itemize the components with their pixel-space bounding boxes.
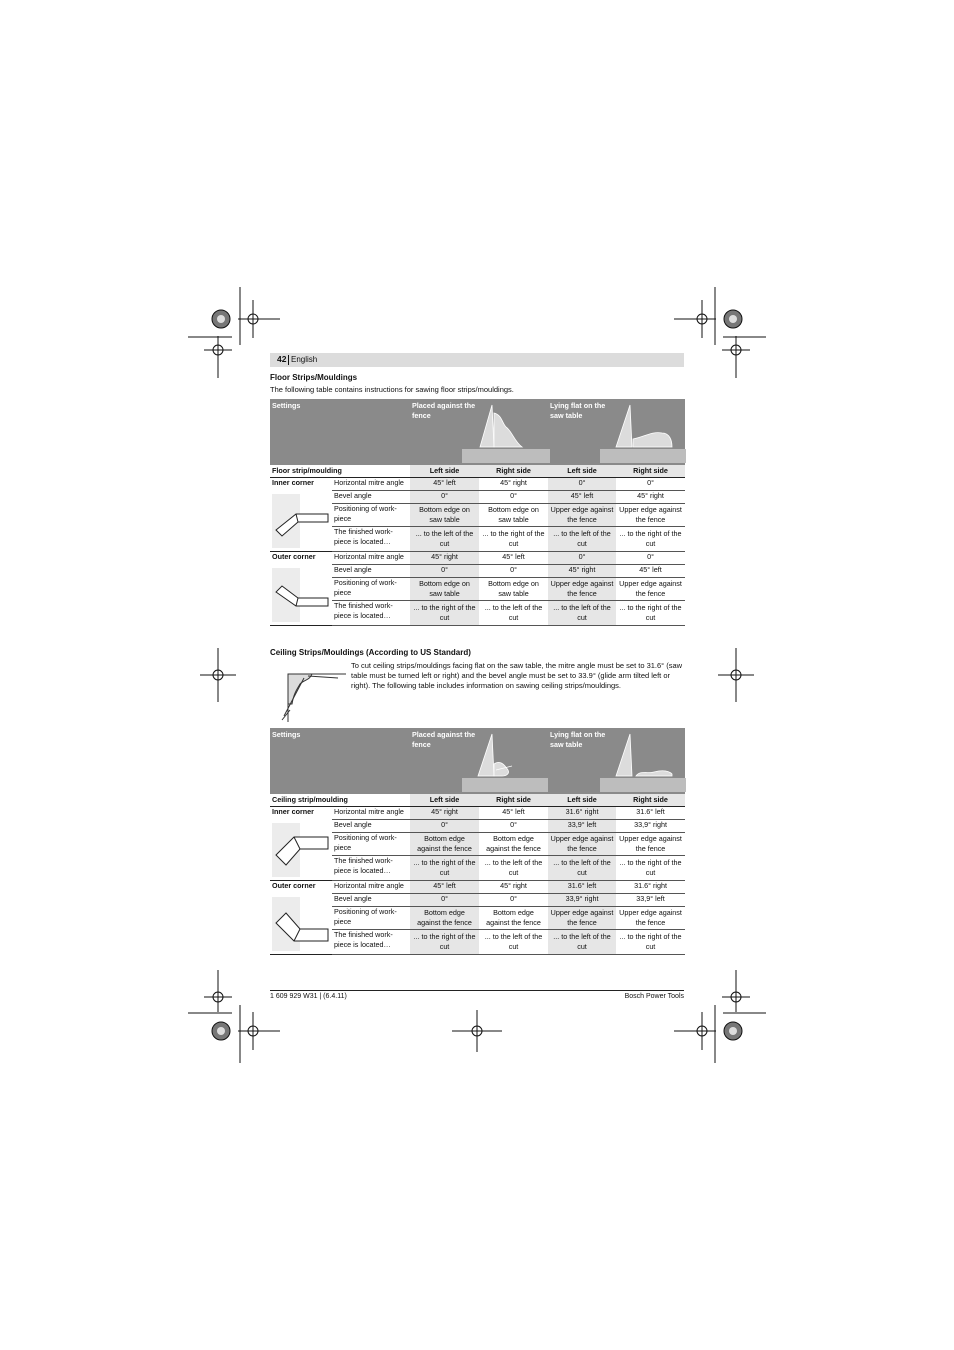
header-divider: [288, 355, 289, 365]
setting-value: Bottom edge against the fence: [479, 907, 548, 930]
setting-value: 45° left: [548, 491, 616, 504]
setting-value: Bottom edge against the fence: [479, 833, 548, 856]
setting-name: The finished work-piece is located…: [332, 601, 410, 626]
setting-value: 45° left: [479, 807, 548, 820]
table-row: [270, 930, 685, 955]
table-row: [270, 820, 685, 833]
setting-value: Upper edge against the fence: [548, 504, 616, 527]
setting-name: Positioning of work-piece: [332, 504, 410, 527]
setting-name: The finished work-piece is located…: [332, 930, 410, 955]
footer-brand: Bosch Power Tools: [624, 993, 684, 1000]
ceiling-col-header: Right side: [479, 794, 548, 807]
ceiling-inner-corner-label: Inner corner: [272, 807, 314, 816]
ceiling-col-header: Left side: [410, 794, 479, 807]
setting-name: Horizontal mitre angle: [332, 478, 410, 491]
ceiling-lying-label: Lying flat on the saw table: [550, 730, 606, 749]
setting-value: Upper edge against the fence: [616, 907, 685, 930]
floor-placed-label: Placed against the fence: [412, 401, 476, 420]
setting-value: ... to the right of the cut: [616, 601, 685, 626]
table-row: [270, 552, 685, 565]
table-row: [270, 527, 685, 552]
setting-name: Bevel angle: [332, 894, 410, 907]
setting-value: ... to the left of the cut: [479, 856, 548, 881]
ceiling-flat-illustration: [600, 730, 690, 792]
setting-name: Bevel angle: [332, 491, 410, 504]
table-row: [270, 881, 685, 894]
setting-value: 45° right: [410, 552, 479, 565]
setting-value: Upper edge against the fence: [616, 833, 685, 856]
footer-document-id: 1 609 929 W31 | (6.4.11): [270, 993, 347, 1000]
floor-inner-corner-illustration: [272, 494, 332, 548]
table-row: [270, 478, 685, 491]
setting-value: 31.6° left: [616, 807, 685, 820]
ceiling-outer-corner-label: Outer corner: [272, 881, 316, 890]
setting-value: 45° right: [616, 491, 685, 504]
page-number: 42: [277, 354, 287, 364]
setting-value: ... to the right of the cut: [410, 601, 479, 626]
floor-settings-label: Settings: [272, 401, 301, 410]
setting-value: 31.6° left: [548, 881, 616, 894]
setting-value: ... to the right of the cut: [410, 856, 479, 881]
floor-col-header: Right side: [616, 465, 685, 478]
setting-value: ... to the left of the cut: [479, 601, 548, 626]
setting-value: 0°: [410, 565, 479, 578]
table-row: [270, 601, 685, 626]
setting-value: ... to the left of the cut: [548, 527, 616, 552]
ceiling-col-header: Right side: [616, 794, 685, 807]
ceiling-section-paragraph: To cut ceiling strips/mouldings facing flat on the saw table, the mitre angle must be set to 31.6° (saw table must be turned left or right) and the bevel angle must be set to 33.9° (glide arm tilted left or right). The following table includes information on sawing ceiling strips/mouldings.: [351, 661, 683, 690]
table-row: [270, 856, 685, 881]
table-row: [270, 907, 685, 930]
setting-value: 31.6° right: [616, 881, 685, 894]
setting-value: ... to the left of the cut: [548, 856, 616, 881]
setting-name: Horizontal mitre angle: [332, 881, 410, 894]
setting-value: 45° left: [410, 881, 479, 894]
table-row: [270, 833, 685, 856]
table-row: [270, 894, 685, 907]
setting-value: Upper edge against the fence: [548, 907, 616, 930]
setting-value: Bottom edge against the fence: [410, 907, 479, 930]
ceiling-section-title: Ceiling Strips/Mouldings (According to US Standard): [270, 648, 471, 657]
setting-value: 0°: [410, 820, 479, 833]
ceiling-fence-illustration: [462, 730, 552, 792]
setting-value: 33,9° right: [616, 820, 685, 833]
floor-fence-illustration: [462, 401, 552, 463]
setting-value: 0°: [616, 552, 685, 565]
setting-value: Bottom edge on saw table: [410, 504, 479, 527]
floor-flat-illustration: [600, 401, 690, 463]
floor-lying-label: Lying flat on the saw table: [550, 401, 606, 420]
setting-value: ... to the right of the cut: [616, 527, 685, 552]
ceiling-col-header: Left side: [548, 794, 616, 807]
ceiling-outer-corner-illustration: [272, 897, 332, 951]
setting-value: ... to the right of the cut: [616, 856, 685, 881]
setting-value: ... to the left of the cut: [548, 930, 616, 955]
setting-name: Positioning of work-piece: [332, 907, 410, 930]
footer-rule: [270, 990, 684, 991]
setting-value: ... to the left of the cut: [548, 601, 616, 626]
setting-value: 0°: [410, 491, 479, 504]
setting-value: 33,9° left: [616, 894, 685, 907]
setting-value: 45° right: [479, 478, 548, 491]
floor-group-label: Floor strip/moulding: [272, 466, 342, 475]
setting-name: Bevel angle: [332, 820, 410, 833]
ceiling-group-label: Ceiling strip/moulding: [272, 795, 348, 804]
setting-name: The finished work-piece is located…: [332, 856, 410, 881]
setting-name: Bevel angle: [332, 565, 410, 578]
setting-value: Upper edge against the fence: [616, 578, 685, 601]
setting-value: 45° right: [410, 807, 479, 820]
table-row: [270, 807, 685, 820]
setting-value: Bottom edge on saw table: [479, 578, 548, 601]
setting-value: 45° left: [410, 478, 479, 491]
setting-value: 0°: [479, 820, 548, 833]
table-row: [270, 565, 685, 578]
setting-name: The finished work-piece is located…: [332, 527, 410, 552]
setting-value: 0°: [479, 565, 548, 578]
table-row: [270, 578, 685, 601]
setting-value: ... to the left of the cut: [479, 930, 548, 955]
floor-inner-corner-label: Inner corner: [272, 478, 314, 487]
setting-value: 31.6° right: [548, 807, 616, 820]
setting-value: Upper edge against the fence: [548, 578, 616, 601]
setting-value: Bottom edge on saw table: [410, 578, 479, 601]
setting-value: 45° right: [548, 565, 616, 578]
ceiling-settings-label: Settings: [272, 730, 301, 739]
ceiling-inner-corner-illustration: [272, 823, 332, 877]
setting-name: Positioning of work-piece: [332, 833, 410, 856]
setting-value: 33,9° right: [548, 894, 616, 907]
table-row: [270, 504, 685, 527]
setting-value: Bottom edge on saw table: [479, 504, 548, 527]
setting-value: 0°: [548, 552, 616, 565]
floor-section-title: Floor Strips/Mouldings: [270, 373, 358, 382]
setting-value: 33,9° left: [548, 820, 616, 833]
ceiling-moulding-illustration: [278, 664, 348, 724]
setting-value: 45° right: [479, 881, 548, 894]
setting-value: 0°: [410, 894, 479, 907]
setting-value: 45° left: [479, 552, 548, 565]
table-row: [270, 491, 685, 504]
floor-outer-corner-label: Outer corner: [272, 552, 316, 561]
setting-value: ... to the right of the cut: [616, 930, 685, 955]
floor-table: [270, 399, 685, 626]
page-header-bar: [270, 353, 684, 367]
setting-value: 45° left: [616, 565, 685, 578]
setting-value: Upper edge against the fence: [616, 504, 685, 527]
setting-value: ... to the left of the cut: [410, 527, 479, 552]
floor-col-header: Right side: [479, 465, 548, 478]
ceiling-table: [270, 728, 685, 955]
setting-value: 0°: [479, 894, 548, 907]
floor-section-intro: The following table contains instructions for sawing floor strips/mouldings.: [270, 385, 514, 394]
setting-value: 0°: [479, 491, 548, 504]
setting-value: Bottom edge against the fence: [410, 833, 479, 856]
setting-name: Horizontal mitre angle: [332, 807, 410, 820]
floor-col-header: Left side: [548, 465, 616, 478]
setting-value: Upper edge against the fence: [548, 833, 616, 856]
setting-value: ... to the right of the cut: [479, 527, 548, 552]
floor-col-header: Left side: [410, 465, 479, 478]
setting-name: Positioning of work-piece: [332, 578, 410, 601]
setting-value: 0°: [616, 478, 685, 491]
setting-value: 0°: [548, 478, 616, 491]
ceiling-placed-label: Placed against the fence: [412, 730, 476, 749]
setting-name: Horizontal mitre angle: [332, 552, 410, 565]
page-language: English: [291, 355, 318, 364]
setting-value: ... to the right of the cut: [410, 930, 479, 955]
floor-outer-corner-illustration: [272, 568, 332, 622]
